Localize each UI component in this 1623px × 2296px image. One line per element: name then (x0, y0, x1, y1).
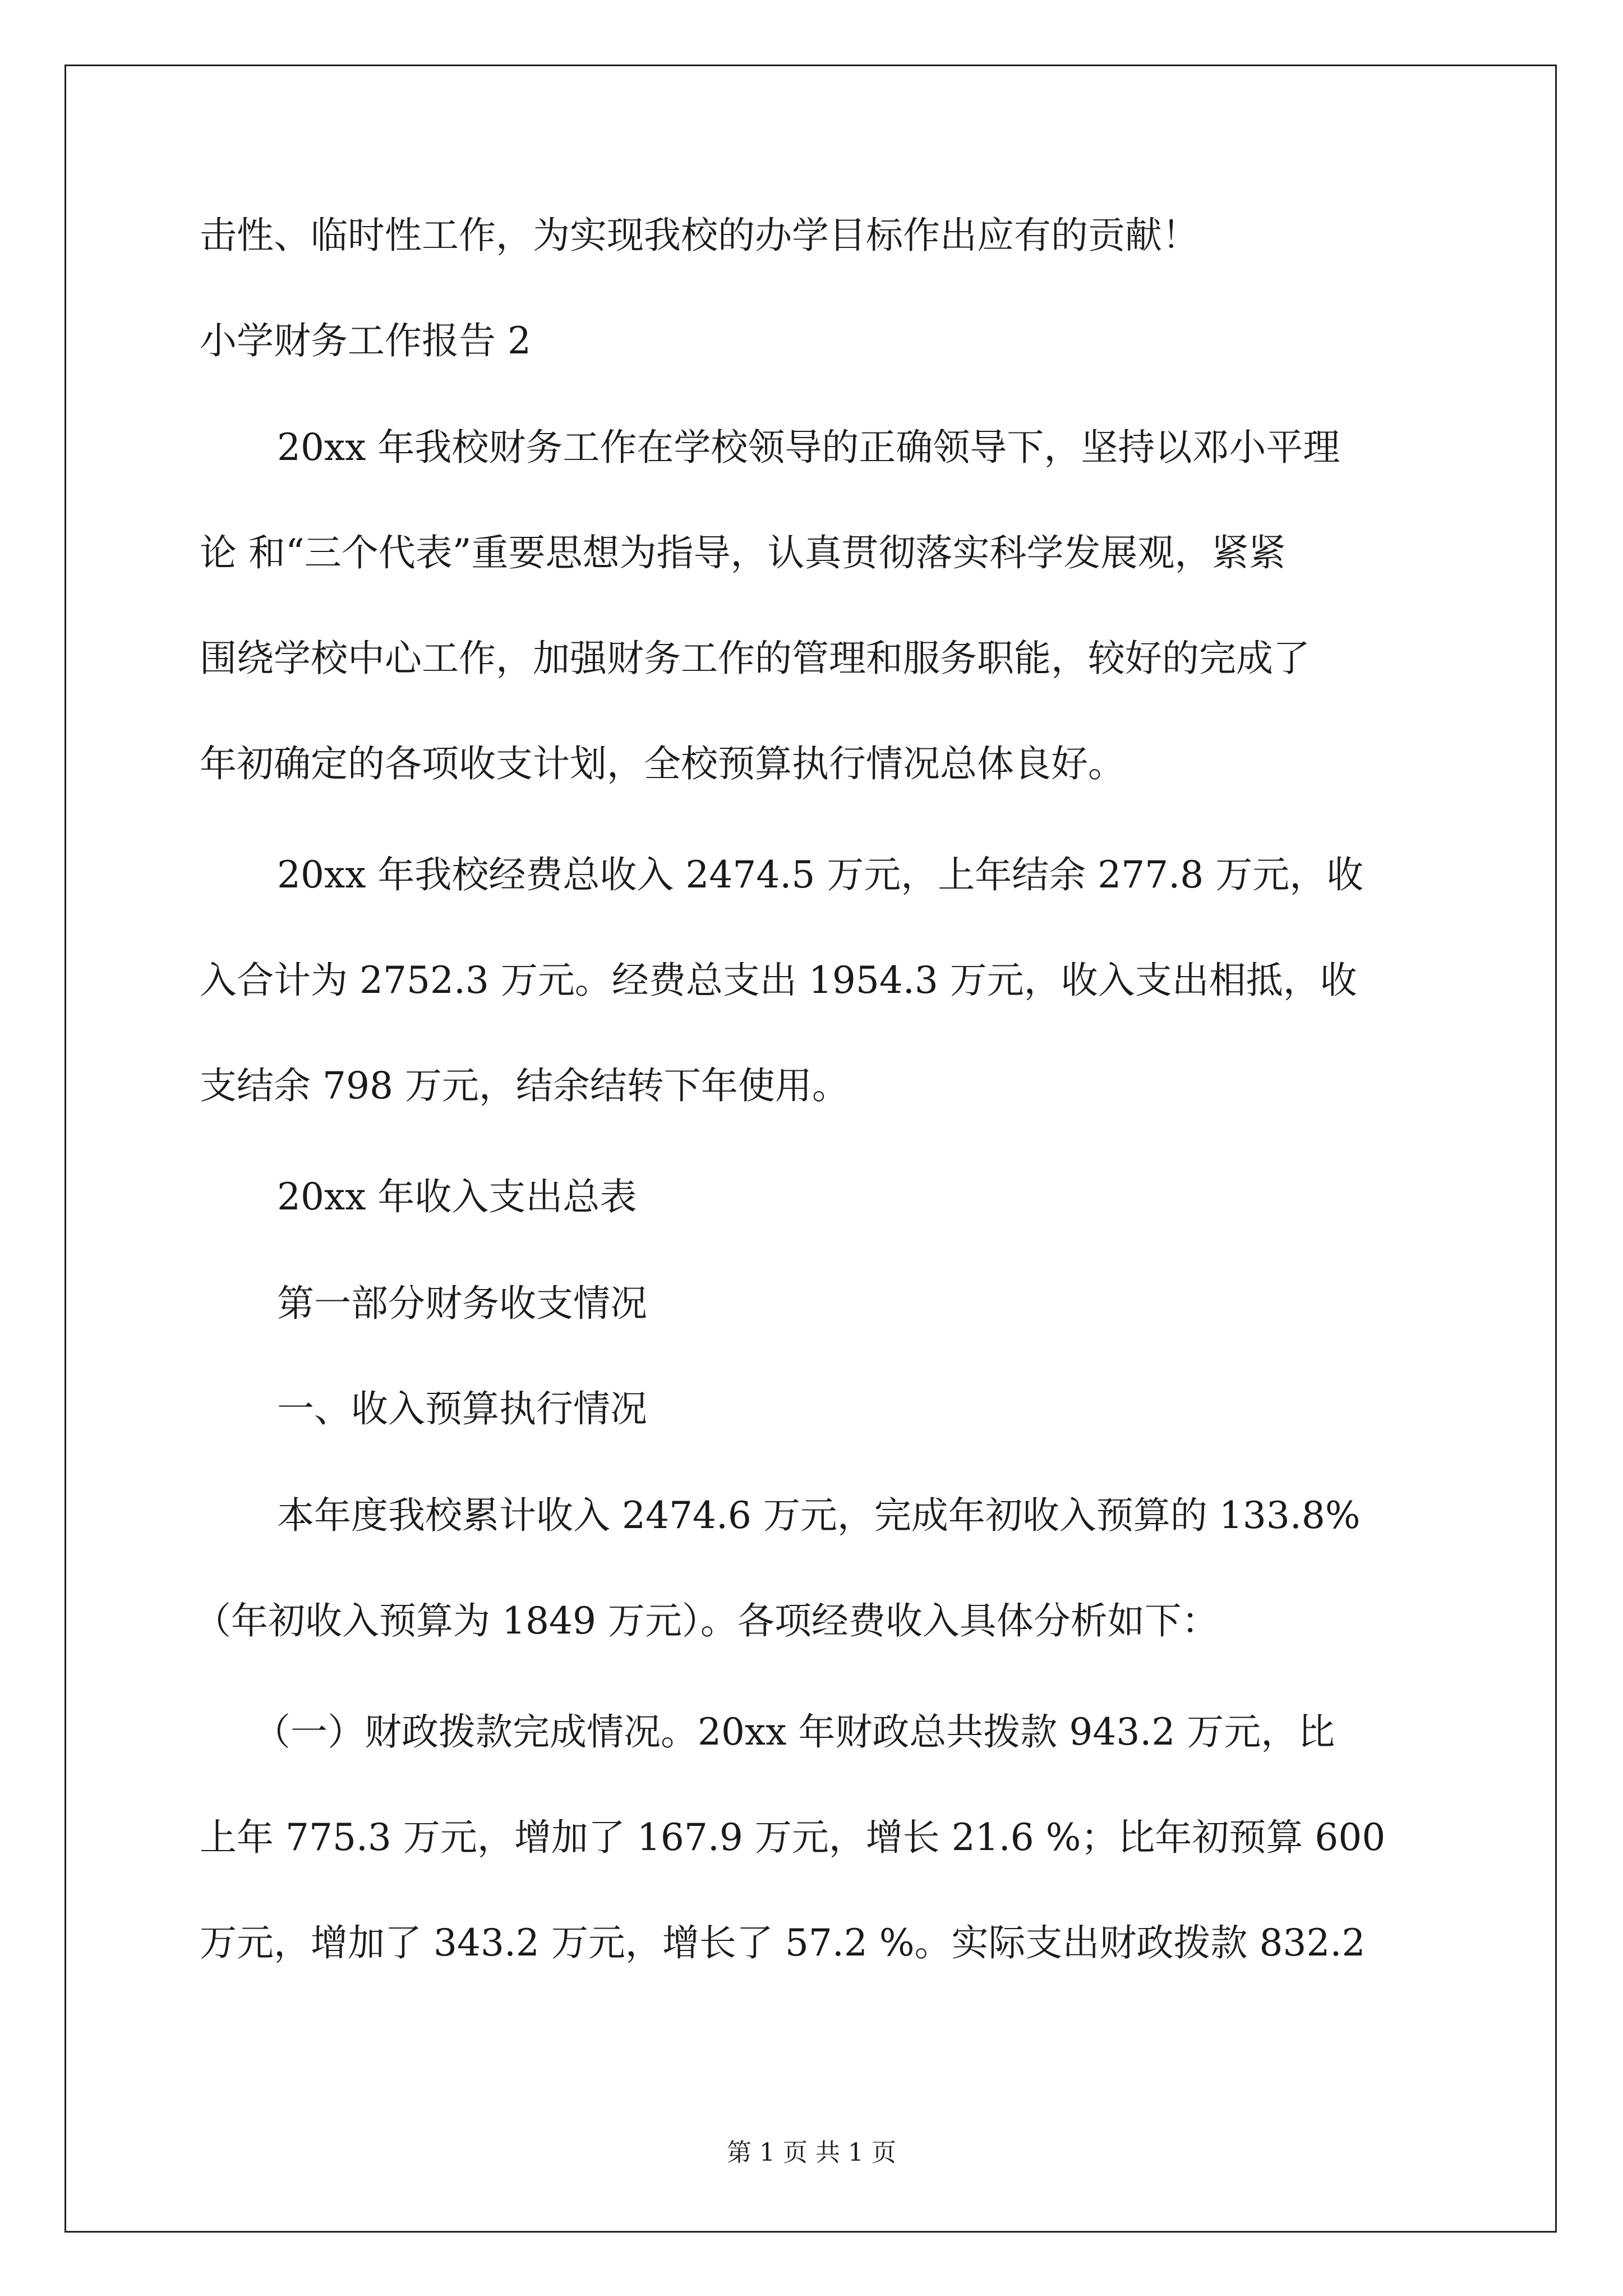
section-heading: 一、收入预算执行情况 (277, 1387, 647, 1430)
page-number-footer: 第 1 页 共 1 页 (727, 2138, 896, 2167)
text-line: 20xx 年我校经费总收入 2474.5 万元，上年结余 277.8 万元，收 (277, 853, 1364, 896)
text-line: 支结余 798 万元，结余结转下年使用。 (200, 1064, 849, 1107)
text-line: 论 和“三个代表”重要思想为指导，认真贯彻落实科学发展观，紧紧 (200, 531, 1286, 574)
text-line: （一）财政拨款完成情况。20xx 年财政总共拨款 943.2 万元，比 (253, 1710, 1335, 1754)
text-line: 击性、临时性工作，为实现我校的办学目标作出应有的贡献！ (200, 214, 1199, 257)
text-line: 入合计为 2752.3 万元。经费总支出 1954.3 万元，收入支出相抵，收 (200, 959, 1357, 1002)
text-line: （年初收入预算为 1849 万元）。各项经费收入具体分析如下： (194, 1599, 1219, 1642)
table-caption: 20xx 年收入支出总表 (277, 1175, 637, 1218)
text-line: 本年度我校累计收入 2474.6 万元，完成年初收入预算的 133.8% (277, 1494, 1361, 1537)
text-line: 围绕学校中心工作，加强财务工作的管理和服务职能，较好的完成了 (200, 637, 1310, 680)
text-line: 上年 775.3 万元，增加了 167.9 万元，增长 21.6 %；比年初预算 600 (200, 1816, 1386, 1859)
text-line: 万元，增加了 343.2 万元，增长了 57.2 %。实际支出财政拨款 832.2 (200, 1921, 1366, 1964)
section-heading: 小学财务工作报告 2 (200, 319, 531, 362)
section-heading: 第一部分财务收支情况 (277, 1282, 647, 1325)
text-line: 20xx 年我校财务工作在学校领导的正确领导下，坚持以邓小平理 (277, 426, 1340, 469)
text-line: 年初确定的各项收支计划，全校预算执行情况总体良好。 (200, 742, 1125, 785)
page-border (64, 65, 1557, 2233)
